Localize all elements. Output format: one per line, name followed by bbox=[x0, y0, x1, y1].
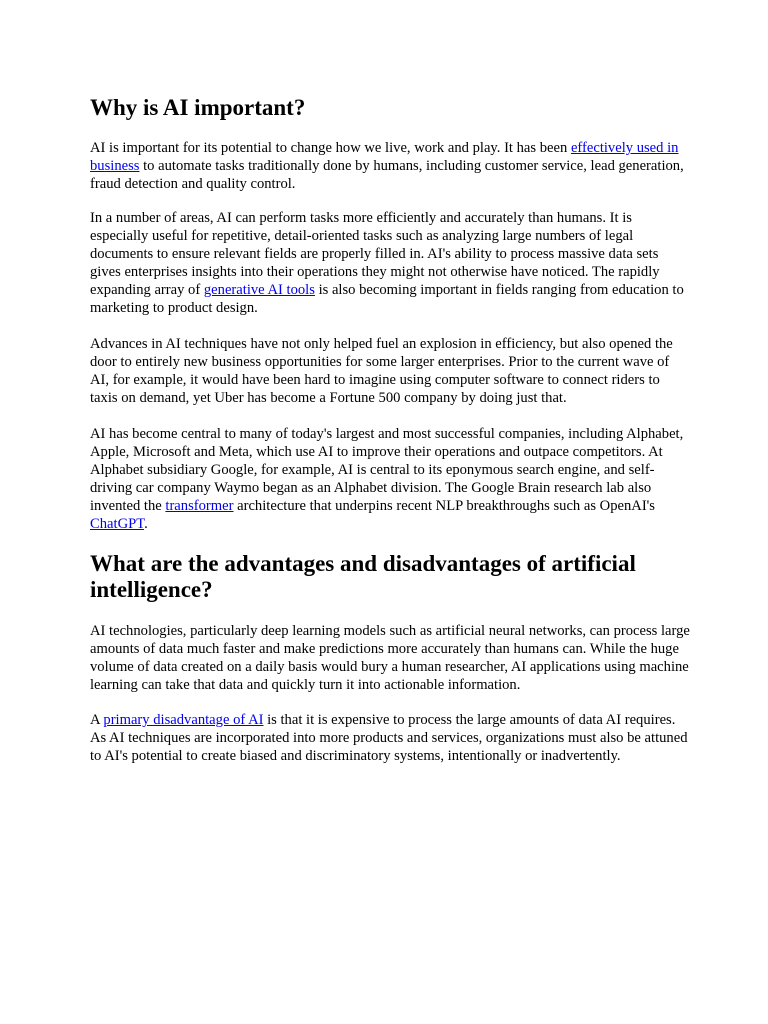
link-chatgpt[interactable]: ChatGPT bbox=[90, 516, 145, 532]
paragraph-text: AI is important for its potential to change how we live, work and play. It has been bbox=[90, 140, 571, 156]
paragraph-ai-efficiency bbox=[90, 209, 690, 317]
paragraph-text: AI has become central to many of today's largest and most successful companies, including Alphabet, Apple, Microsoft and Meta, which use AI to improve their operations and outpace competitors. At Alphabet subsidiary Google, for example, AI is central to its eponymous search engine, and self-driving car company Waymo began as an Alphabet division. The Google Brain research lab also invented the bbox=[90, 426, 684, 514]
link-primary-disadvantage-of-ai[interactable]: primary disadvantage of AI bbox=[103, 712, 264, 728]
paragraph-ai-importance bbox=[90, 139, 690, 193]
paragraph-text: In a number of areas, AI can perform tasks more efficiently and accurately than humans. It is especially useful for repetitive, detail-oriented tasks such as analyzing large numbers of legal documents to ensure relevant fields are properly filled in. AI's ability to process massive data sets gives enterprises insights into their operations they might not otherwise have noticed. The rapidly expanding array of bbox=[90, 210, 660, 298]
paragraph-ai-disadvantages bbox=[90, 711, 690, 765]
paragraph-text: A bbox=[90, 712, 104, 728]
link-transformer[interactable]: transformer bbox=[165, 498, 234, 514]
paragraph-ai-advances: Advances in AI techniques have not only helped fuel an explosion in efficiency, but also opened the door to entirely new business opportunities for some larger enterprises. Prior to the current wave of AI, for example, it would have been hard to imagine using computer software to connect riders to taxis on demand, yet Uber has become a Fortune 500 company by doing just that. bbox=[90, 336, 673, 406]
link-generative-ai-tools[interactable]: generative AI tools bbox=[203, 282, 315, 298]
paragraph-text: . bbox=[144, 516, 148, 532]
section-heading-why-ai-important: Why is AI important? bbox=[90, 95, 306, 120]
link-effectively-used-in-business[interactable]: effectively used in business bbox=[90, 140, 679, 174]
paragraph-text: to automate tasks traditionally done by humans, including customer service, lead generation, fraud detection and quality control. bbox=[90, 158, 684, 192]
paragraph-text: is that it is expensive to process the large amounts of data AI requires. As AI techniques are incorporated into more products and services, organizations must also be attuned to AI's potential to create biased and discriminatory systems, intentionally or inadvertently. bbox=[90, 712, 688, 764]
paragraph-ai-advantages: AI technologies, particularly deep learning models such as artificial neural networks, can process large amounts of data much faster and make predictions more accurately than humans can. While the huge volume of data created on a daily basis would bury a human researcher, AI applications using machine learning can take that data and quickly turn it into actionable information. bbox=[90, 623, 690, 693]
section-heading-advantages-disadvantages: What are the advantages and disadvantages of artificial intelligence? bbox=[90, 551, 636, 602]
paragraph-text: architecture that underpins recent NLP breakthroughs such as OpenAI's bbox=[233, 498, 655, 514]
paragraph-ai-companies bbox=[90, 425, 690, 533]
paragraph-text: is also becoming important in fields ranging from education to marketing to product design. bbox=[90, 282, 684, 316]
